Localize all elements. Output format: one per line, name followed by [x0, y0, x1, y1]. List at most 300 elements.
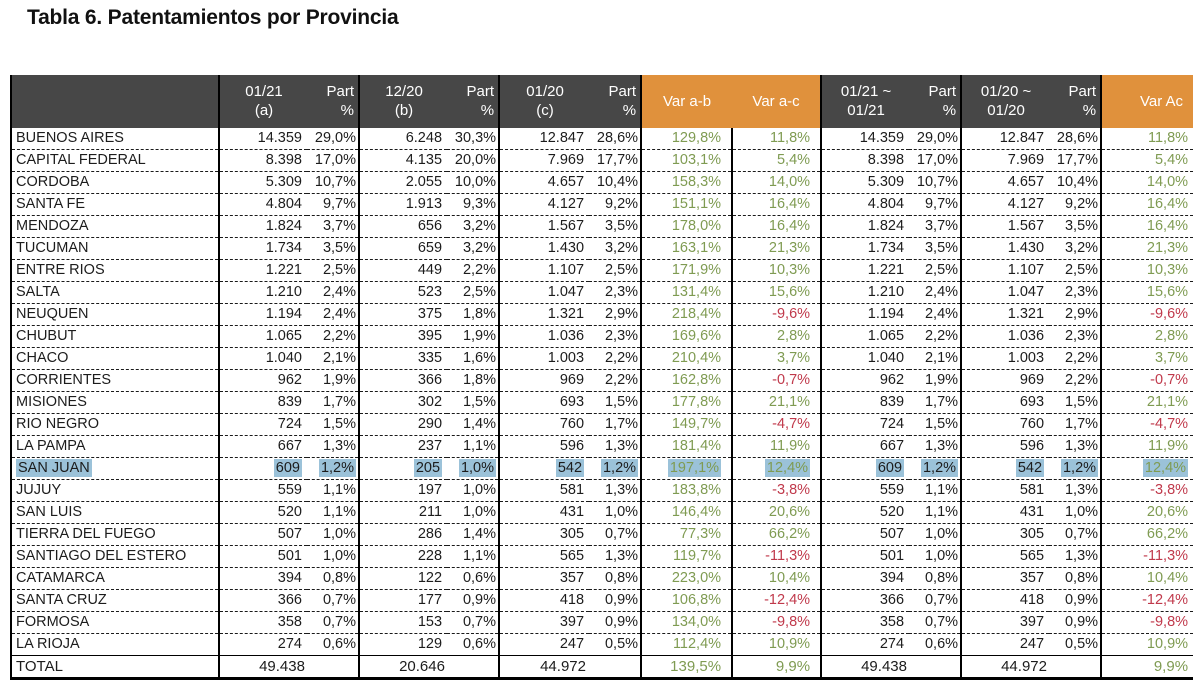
- cell-a-part: 2,5%: [307, 260, 359, 282]
- cell-acc-c-value: 305: [961, 524, 1049, 546]
- cell-acc-c-part: 1,3%: [1049, 546, 1101, 568]
- cell-var-ab: 171,9%: [641, 260, 732, 282]
- cell-acc-a-value: 366: [821, 590, 909, 612]
- cell-var-acc: -0,7%: [1101, 370, 1193, 392]
- cell-b-part: 1,6%: [447, 348, 499, 370]
- cell-acc-a-value: 358: [821, 612, 909, 634]
- cell-a-part: 0,7%: [307, 590, 359, 612]
- table-row: [11, 260, 1193, 282]
- cell-a-value: 962: [219, 370, 307, 392]
- cell-acc-c-value: 1.047: [961, 282, 1049, 304]
- cell-a-part: 2,1%: [307, 348, 359, 370]
- cell-a-part: 3,7%: [307, 216, 359, 238]
- cell-c-value: 565: [499, 546, 589, 568]
- cell-var-acc: 21,3%: [1101, 238, 1193, 260]
- cell-a-value: 667: [219, 436, 307, 458]
- cell-acc-c-value: 596: [961, 436, 1049, 458]
- header-period-a: 01/21 (a): [245, 82, 283, 119]
- cell-acc-a-part: 1,5%: [909, 414, 961, 436]
- cell-var-ac: -0,7%: [732, 370, 821, 392]
- cell-a-value: 609: [219, 458, 307, 480]
- cell-var-ac: 11,8%: [732, 128, 821, 150]
- cell-b-part: 20,0%: [447, 150, 499, 172]
- cell-c-part: 2,2%: [589, 370, 641, 392]
- cell-var-ab: 162,8%: [641, 370, 732, 392]
- cell-var-ab: 112,4%: [641, 634, 732, 656]
- cell-acc-a-part: 10,7%: [909, 172, 961, 194]
- table-row: [11, 480, 1193, 502]
- table-row: [11, 216, 1193, 238]
- cell-acc-c-part: 2,3%: [1049, 282, 1101, 304]
- cell-c-value: 305: [499, 524, 589, 546]
- cell-acc-a-value: 559: [821, 480, 909, 502]
- province-name: ENTRE RIOS: [11, 260, 219, 282]
- table-footer: [11, 656, 1193, 679]
- cell-c-value: 596: [499, 436, 589, 458]
- cell-a-part: 1,1%: [307, 502, 359, 524]
- cell-var-ab: 77,3%: [641, 524, 732, 546]
- table-row: [11, 282, 1193, 304]
- cell-acc-a-value: 4.804: [821, 194, 909, 216]
- cell-b-part: 10,0%: [447, 172, 499, 194]
- cell-c-value: 431: [499, 502, 589, 524]
- cell-b-value: 122: [359, 568, 447, 590]
- provinces-table: [10, 75, 1193, 680]
- cell-acc-a-value: 1.221: [821, 260, 909, 282]
- cell-acc-c-part: 9,2%: [1049, 194, 1101, 216]
- cell-var-ac: 21,1%: [732, 392, 821, 414]
- cell-acc-a-value: 1.065: [821, 326, 909, 348]
- cell-acc-c-value: 7.969: [961, 150, 1049, 172]
- cell-var-acc: 11,9%: [1101, 436, 1193, 458]
- cell-b-value: 4.135: [359, 150, 447, 172]
- cell-a-part: 1,0%: [307, 546, 359, 568]
- cell-b-value: 237: [359, 436, 447, 458]
- cell-acc-c-part: 1,3%: [1049, 436, 1101, 458]
- header-part-b: Part %: [466, 82, 495, 119]
- cell-acc-a-value: 1.824: [821, 216, 909, 238]
- cell-acc-c-part: 1,7%: [1049, 414, 1101, 436]
- cell-var-ac: 20,6%: [732, 502, 821, 524]
- cell-c-part: 1,3%: [589, 546, 641, 568]
- cell-a-part: 17,0%: [307, 150, 359, 172]
- cell-a-value: 1.824: [219, 216, 307, 238]
- cell-var-ab: 178,0%: [641, 216, 732, 238]
- cell-var-acc: 21,1%: [1101, 392, 1193, 414]
- cell-acc-a-value: 274: [821, 634, 909, 656]
- cell-c-value: 1.321: [499, 304, 589, 326]
- header-group-1220b: [359, 75, 499, 128]
- province-name: MISIONES: [11, 392, 219, 414]
- cell-b-value: 197: [359, 480, 447, 502]
- cell-var-acc: -11,3%: [1101, 546, 1193, 568]
- cell-var-ac: 12,4%: [732, 458, 821, 480]
- cell-a-value: 4.804: [219, 194, 307, 216]
- cell-c-value: 418: [499, 590, 589, 612]
- cell-acc-c-part: 2,2%: [1049, 370, 1101, 392]
- header-group-acc-0121: [821, 75, 961, 128]
- header-province-blank: [11, 75, 219, 128]
- cell-a-value: 501: [219, 546, 307, 568]
- cell-c-part: 1,5%: [589, 392, 641, 414]
- cell-acc-a-value: 5.309: [821, 172, 909, 194]
- cell-acc-a-part: 2,4%: [909, 282, 961, 304]
- cell-acc-c-value: 418: [961, 590, 1049, 612]
- cell-acc-a-value: 394: [821, 568, 909, 590]
- cell-var-acc: -9,8%: [1101, 612, 1193, 634]
- cell-b-value: 656: [359, 216, 447, 238]
- cell-acc-c-part: 3,2%: [1049, 238, 1101, 260]
- province-name: CAPITAL FEDERAL: [11, 150, 219, 172]
- cell-b-part: 0,6%: [447, 568, 499, 590]
- page-title: Tabla 6. Patentamientos por Provincia: [27, 6, 399, 29]
- table-row: [11, 128, 1193, 150]
- cell-c-value: 4.127: [499, 194, 589, 216]
- cell-acc-c-part: 2,2%: [1049, 348, 1101, 370]
- cell-a-part: 0,6%: [307, 634, 359, 656]
- cell-a-value: 274: [219, 634, 307, 656]
- cell-acc-c-value: 760: [961, 414, 1049, 436]
- cell-acc-a-value: 501: [821, 546, 909, 568]
- cell-acc-c-value: 1.430: [961, 238, 1049, 260]
- cell-c-part: 1,2%: [589, 458, 641, 480]
- table-row: [11, 502, 1193, 524]
- table-row: [11, 194, 1193, 216]
- cell-acc-a-value: 1.040: [821, 348, 909, 370]
- cell-a-value: 520: [219, 502, 307, 524]
- header-part-acc-c: Part %: [1068, 82, 1097, 119]
- province-name: CHACO: [11, 348, 219, 370]
- cell-var-ac: 66,2%: [732, 524, 821, 546]
- cell-b-value: 335: [359, 348, 447, 370]
- cell-b-part: 2,5%: [447, 282, 499, 304]
- cell-a-value: 1.065: [219, 326, 307, 348]
- header-period-acc-a: 01/21 ~ 01/21: [840, 82, 892, 119]
- cell-var-ab: 183,8%: [641, 480, 732, 502]
- cell-acc-a-part: 2,1%: [909, 348, 961, 370]
- cell-c-value: 1.036: [499, 326, 589, 348]
- cell-var-ab: 106,8%: [641, 590, 732, 612]
- cell-var-ab: 169,6%: [641, 326, 732, 348]
- cell-var-ab: 197,1%: [641, 458, 732, 480]
- cell-a-value: 394: [219, 568, 307, 590]
- table-row: [11, 150, 1193, 172]
- cell-acc-c-value: 431: [961, 502, 1049, 524]
- table-row: [11, 436, 1193, 458]
- cell-var-acc: 10,4%: [1101, 568, 1193, 590]
- cell-acc-a-part: 1,1%: [909, 480, 961, 502]
- cell-c-part: 0,9%: [589, 590, 641, 612]
- cell-acc-a-value: 1.210: [821, 282, 909, 304]
- cell-b-value: 1.913: [359, 194, 447, 216]
- cell-c-part: 9,2%: [589, 194, 641, 216]
- total-var-ab: 139,5%: [641, 656, 732, 679]
- cell-var-ab: 210,4%: [641, 348, 732, 370]
- province-name: SANTIAGO DEL ESTERO: [11, 546, 219, 568]
- cell-var-acc: 20,6%: [1101, 502, 1193, 524]
- cell-c-value: 581: [499, 480, 589, 502]
- cell-b-value: 523: [359, 282, 447, 304]
- cell-a-value: 366: [219, 590, 307, 612]
- cell-var-ab: 129,8%: [641, 128, 732, 150]
- cell-c-part: 0,9%: [589, 612, 641, 634]
- cell-c-value: 247: [499, 634, 589, 656]
- cell-b-part: 30,3%: [447, 128, 499, 150]
- cell-acc-a-value: 8.398: [821, 150, 909, 172]
- table-row: [11, 612, 1193, 634]
- province-name: CORDOBA: [11, 172, 219, 194]
- cell-c-value: 1.107: [499, 260, 589, 282]
- cell-c-part: 0,8%: [589, 568, 641, 590]
- cell-a-value: 507: [219, 524, 307, 546]
- cell-acc-c-value: 693: [961, 392, 1049, 414]
- header-var-ac: Var a-c: [732, 75, 821, 128]
- cell-b-value: 205: [359, 458, 447, 480]
- table-row: [11, 590, 1193, 612]
- province-name: JUJUY: [11, 480, 219, 502]
- cell-var-ac: 21,3%: [732, 238, 821, 260]
- cell-var-ab: 131,4%: [641, 282, 732, 304]
- cell-b-part: 1,9%: [447, 326, 499, 348]
- cell-b-part: 1,4%: [447, 524, 499, 546]
- header-part-a: Part %: [326, 82, 355, 119]
- cell-acc-c-value: 4.127: [961, 194, 1049, 216]
- cell-var-ac: -4,7%: [732, 414, 821, 436]
- cell-var-acc: -4,7%: [1101, 414, 1193, 436]
- table-body: [11, 128, 1193, 656]
- cell-a-part: 1,5%: [307, 414, 359, 436]
- cell-acc-c-part: 3,5%: [1049, 216, 1101, 238]
- province-name: SALTA: [11, 282, 219, 304]
- cell-a-part: 0,8%: [307, 568, 359, 590]
- cell-b-part: 1,0%: [447, 502, 499, 524]
- cell-acc-c-value: 1.321: [961, 304, 1049, 326]
- cell-b-part: 9,3%: [447, 194, 499, 216]
- cell-a-part: 2,4%: [307, 282, 359, 304]
- cell-var-ac: -11,3%: [732, 546, 821, 568]
- cell-c-part: 2,3%: [589, 282, 641, 304]
- cell-a-part: 0,7%: [307, 612, 359, 634]
- cell-acc-a-part: 17,0%: [909, 150, 961, 172]
- table-row: [11, 238, 1193, 260]
- cell-b-part: 2,2%: [447, 260, 499, 282]
- table-row: [11, 304, 1193, 326]
- cell-acc-a-value: 962: [821, 370, 909, 392]
- cell-var-acc: 66,2%: [1101, 524, 1193, 546]
- cell-var-acc: 10,9%: [1101, 634, 1193, 656]
- cell-acc-a-part: 0,7%: [909, 590, 961, 612]
- cell-c-value: 4.657: [499, 172, 589, 194]
- province-name: LA RIOJA: [11, 634, 219, 656]
- cell-c-value: 760: [499, 414, 589, 436]
- cell-c-part: 1,7%: [589, 414, 641, 436]
- cell-var-ac: 3,7%: [732, 348, 821, 370]
- cell-b-value: 366: [359, 370, 447, 392]
- cell-var-acc: 15,6%: [1101, 282, 1193, 304]
- table-row: [11, 546, 1193, 568]
- cell-c-part: 17,7%: [589, 150, 641, 172]
- cell-var-ab: 177,8%: [641, 392, 732, 414]
- cell-b-part: 0,7%: [447, 612, 499, 634]
- cell-var-ac: 5,4%: [732, 150, 821, 172]
- cell-var-acc: -12,4%: [1101, 590, 1193, 612]
- cell-c-value: 397: [499, 612, 589, 634]
- cell-acc-c-part: 1,2%: [1049, 458, 1101, 480]
- province-name: LA PAMPA: [11, 436, 219, 458]
- cell-var-ac: 14,0%: [732, 172, 821, 194]
- province-name: SANTA FE: [11, 194, 219, 216]
- cell-acc-a-value: 609: [821, 458, 909, 480]
- province-name: CHUBUT: [11, 326, 219, 348]
- cell-acc-a-part: 1,0%: [909, 546, 961, 568]
- cell-a-value: 1.734: [219, 238, 307, 260]
- cell-a-value: 358: [219, 612, 307, 634]
- total-value-c: 44.972: [499, 656, 641, 679]
- cell-c-part: 10,4%: [589, 172, 641, 194]
- cell-c-part: 1,3%: [589, 480, 641, 502]
- header-var-ab: Var a-b: [641, 75, 732, 128]
- cell-acc-a-value: 724: [821, 414, 909, 436]
- cell-acc-a-value: 1.734: [821, 238, 909, 260]
- cell-b-value: 228: [359, 546, 447, 568]
- cell-acc-c-part: 1,5%: [1049, 392, 1101, 414]
- cell-acc-c-value: 397: [961, 612, 1049, 634]
- cell-acc-a-part: 9,7%: [909, 194, 961, 216]
- cell-a-value: 5.309: [219, 172, 307, 194]
- total-value-a: 49.438: [219, 656, 359, 679]
- cell-acc-a-value: 507: [821, 524, 909, 546]
- cell-a-part: 1,7%: [307, 392, 359, 414]
- cell-c-part: 0,5%: [589, 634, 641, 656]
- cell-a-value: 724: [219, 414, 307, 436]
- header-group-acc-0120: [961, 75, 1101, 128]
- total-var-ac: 9,9%: [732, 656, 821, 679]
- cell-b-value: 395: [359, 326, 447, 348]
- cell-acc-c-part: 0,9%: [1049, 612, 1101, 634]
- cell-acc-a-part: 1,9%: [909, 370, 961, 392]
- table-row: [11, 326, 1193, 348]
- cell-c-part: 28,6%: [589, 128, 641, 150]
- cell-acc-c-value: 1.036: [961, 326, 1049, 348]
- cell-b-part: 1,0%: [447, 458, 499, 480]
- cell-var-ac: -9,6%: [732, 304, 821, 326]
- cell-c-value: 7.969: [499, 150, 589, 172]
- cell-var-ab: 134,0%: [641, 612, 732, 634]
- cell-var-acc: 16,4%: [1101, 194, 1193, 216]
- header-row: [11, 75, 1193, 128]
- cell-b-part: 0,6%: [447, 634, 499, 656]
- cell-acc-c-value: 247: [961, 634, 1049, 656]
- cell-var-acc: 10,3%: [1101, 260, 1193, 282]
- cell-var-ac: 10,4%: [732, 568, 821, 590]
- cell-var-ac: 10,3%: [732, 260, 821, 282]
- cell-b-part: 3,2%: [447, 238, 499, 260]
- cell-acc-a-value: 667: [821, 436, 909, 458]
- cell-a-value: 14.359: [219, 128, 307, 150]
- header-var-ac-acc: Var Ac: [1101, 75, 1193, 128]
- cell-b-part: 0,9%: [447, 590, 499, 612]
- cell-c-value: 693: [499, 392, 589, 414]
- cell-b-value: 286: [359, 524, 447, 546]
- province-name: TIERRA DEL FUEGO: [11, 524, 219, 546]
- cell-acc-c-value: 1.567: [961, 216, 1049, 238]
- province-name: NEUQUEN: [11, 304, 219, 326]
- cell-c-value: 542: [499, 458, 589, 480]
- cell-var-acc: 12,4%: [1101, 458, 1193, 480]
- cell-acc-c-part: 17,7%: [1049, 150, 1101, 172]
- cell-b-value: 302: [359, 392, 447, 414]
- cell-a-part: 9,7%: [307, 194, 359, 216]
- cell-a-part: 2,4%: [307, 304, 359, 326]
- table-row: [11, 524, 1193, 546]
- cell-b-value: 449: [359, 260, 447, 282]
- province-name: TUCUMAN: [11, 238, 219, 260]
- cell-c-part: 2,9%: [589, 304, 641, 326]
- cell-var-ac: 11,9%: [732, 436, 821, 458]
- cell-acc-a-part: 1,0%: [909, 524, 961, 546]
- cell-acc-a-part: 0,6%: [909, 634, 961, 656]
- cell-var-ab: 218,4%: [641, 304, 732, 326]
- cell-a-part: 1,3%: [307, 436, 359, 458]
- cell-acc-a-value: 1.194: [821, 304, 909, 326]
- cell-c-part: 2,2%: [589, 348, 641, 370]
- cell-var-acc: 16,4%: [1101, 216, 1193, 238]
- cell-a-part: 29,0%: [307, 128, 359, 150]
- cell-c-value: 1.567: [499, 216, 589, 238]
- table-header: [11, 75, 1193, 128]
- cell-b-part: 1,1%: [447, 546, 499, 568]
- cell-b-value: 375: [359, 304, 447, 326]
- cell-acc-a-part: 2,4%: [909, 304, 961, 326]
- cell-c-part: 2,3%: [589, 326, 641, 348]
- header-group-0121a: [219, 75, 359, 128]
- cell-acc-a-part: 0,8%: [909, 568, 961, 590]
- cell-acc-c-value: 357: [961, 568, 1049, 590]
- cell-acc-a-value: 520: [821, 502, 909, 524]
- cell-var-ac: -9,8%: [732, 612, 821, 634]
- province-name: SAN JUAN: [11, 458, 219, 480]
- cell-b-part: 1,4%: [447, 414, 499, 436]
- cell-var-ab: 158,3%: [641, 172, 732, 194]
- cell-var-ac: 16,4%: [732, 194, 821, 216]
- total-var-acc: 9,9%: [1101, 656, 1193, 679]
- total-acc-c: 44.972: [961, 656, 1101, 679]
- cell-var-ac: 2,8%: [732, 326, 821, 348]
- cell-var-ab: 103,1%: [641, 150, 732, 172]
- cell-b-value: 153: [359, 612, 447, 634]
- cell-b-value: 2.055: [359, 172, 447, 194]
- total-acc-a: 49.438: [821, 656, 961, 679]
- total-value-b: 20.646: [359, 656, 499, 679]
- cell-acc-c-value: 12.847: [961, 128, 1049, 150]
- header-part-acc-a: Part %: [928, 82, 957, 119]
- cell-var-ab: 149,7%: [641, 414, 732, 436]
- header-period-acc-c: 01/20 ~ 01/20: [980, 82, 1032, 119]
- cell-acc-c-part: 2,5%: [1049, 260, 1101, 282]
- cell-b-part: 1,5%: [447, 392, 499, 414]
- cell-acc-c-value: 565: [961, 546, 1049, 568]
- table-row: [11, 634, 1193, 656]
- cell-a-value: 559: [219, 480, 307, 502]
- cell-var-ac: -12,4%: [732, 590, 821, 612]
- cell-c-value: 969: [499, 370, 589, 392]
- cell-a-value: 1.210: [219, 282, 307, 304]
- cell-acc-c-part: 0,7%: [1049, 524, 1101, 546]
- cell-var-acc: -3,8%: [1101, 480, 1193, 502]
- cell-acc-c-part: 28,6%: [1049, 128, 1101, 150]
- cell-a-value: 1.040: [219, 348, 307, 370]
- cell-var-acc: -9,6%: [1101, 304, 1193, 326]
